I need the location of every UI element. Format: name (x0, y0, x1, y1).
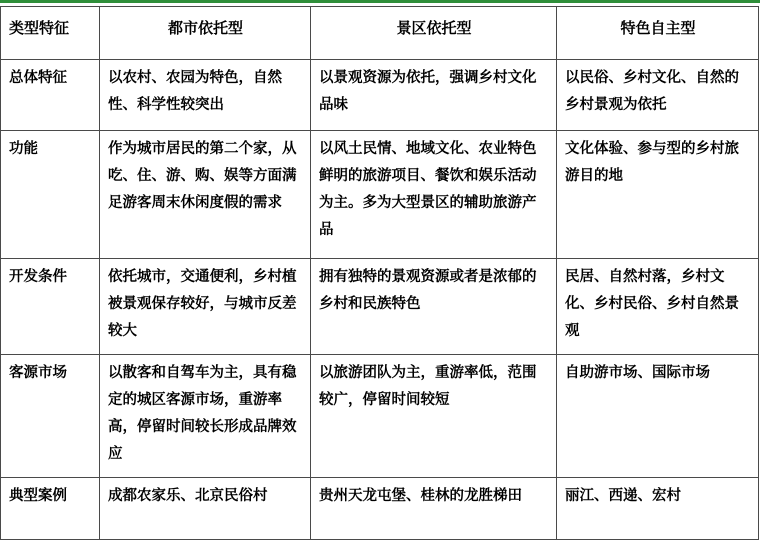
table-row (1, 131, 759, 259)
table-cell: 成都农家乐、北京民俗村 (100, 478, 311, 540)
table-cell: 拥有独特的景观资源或者是浓郁的乡村和民族特色 (311, 259, 557, 355)
table-row (1, 478, 759, 540)
table-cell: 以景观资源为依托，强调乡村文化品味 (311, 60, 557, 131)
table-cell: 丽江、西递、宏村 (557, 478, 759, 540)
table-cell: 作为城市居民的第二个家，从吃、住、游、购、娱等方面满足游客周末休闲度假的需求 (100, 131, 311, 259)
table-cell: 依托城市，交通便利，乡村植被景观保存较好，与城市反差较大 (100, 259, 311, 355)
table-cell: 以风土民情、地域文化、农业特色鲜明的旅游项目、餐饮和娱乐活动为主。多为大型景区的辅助旅游产品 (311, 131, 557, 259)
table-header-row (1, 7, 759, 60)
row-label-conditions: 开发条件 (1, 259, 100, 355)
header-type-feature: 类型特征 (1, 7, 100, 60)
row-label-market: 客源市场 (1, 355, 100, 478)
table-cell: 民居、自然村落，乡村文化、乡村民俗、乡村自然景观 (557, 259, 759, 355)
table-cell: 自助游市场、国际市场 (557, 355, 759, 478)
table-cell: 以旅游团队为主，重游率低，范围较广，停留时间较短 (311, 355, 557, 478)
table-cell: 以农村、农园为特色，自然性、科学性较突出 (100, 60, 311, 131)
table-row (1, 60, 759, 131)
header-featured-independent: 特色自主型 (557, 7, 759, 60)
header-urban-based: 都市依托型 (100, 7, 311, 60)
table-cell: 贵州天龙屯堡、桂林的龙胜梯田 (311, 478, 557, 540)
row-label-cases: 典型案例 (1, 478, 100, 540)
comparison-table (0, 6, 759, 540)
header-scenic-based: 景区依托型 (311, 7, 557, 60)
table-cell: 以民俗、乡村文化、自然的乡村景观为依托 (557, 60, 759, 131)
row-label-overall: 总体特征 (1, 60, 100, 131)
table-cell: 以散客和自驾车为主，具有稳定的城区客源市场，重游率高，停留时间较长形成品牌效应 (100, 355, 311, 478)
table-row (1, 259, 759, 355)
table-row (1, 355, 759, 478)
table-cell: 文化体验、参与型的乡村旅游目的地 (557, 131, 759, 259)
row-label-function: 功能 (1, 131, 100, 259)
